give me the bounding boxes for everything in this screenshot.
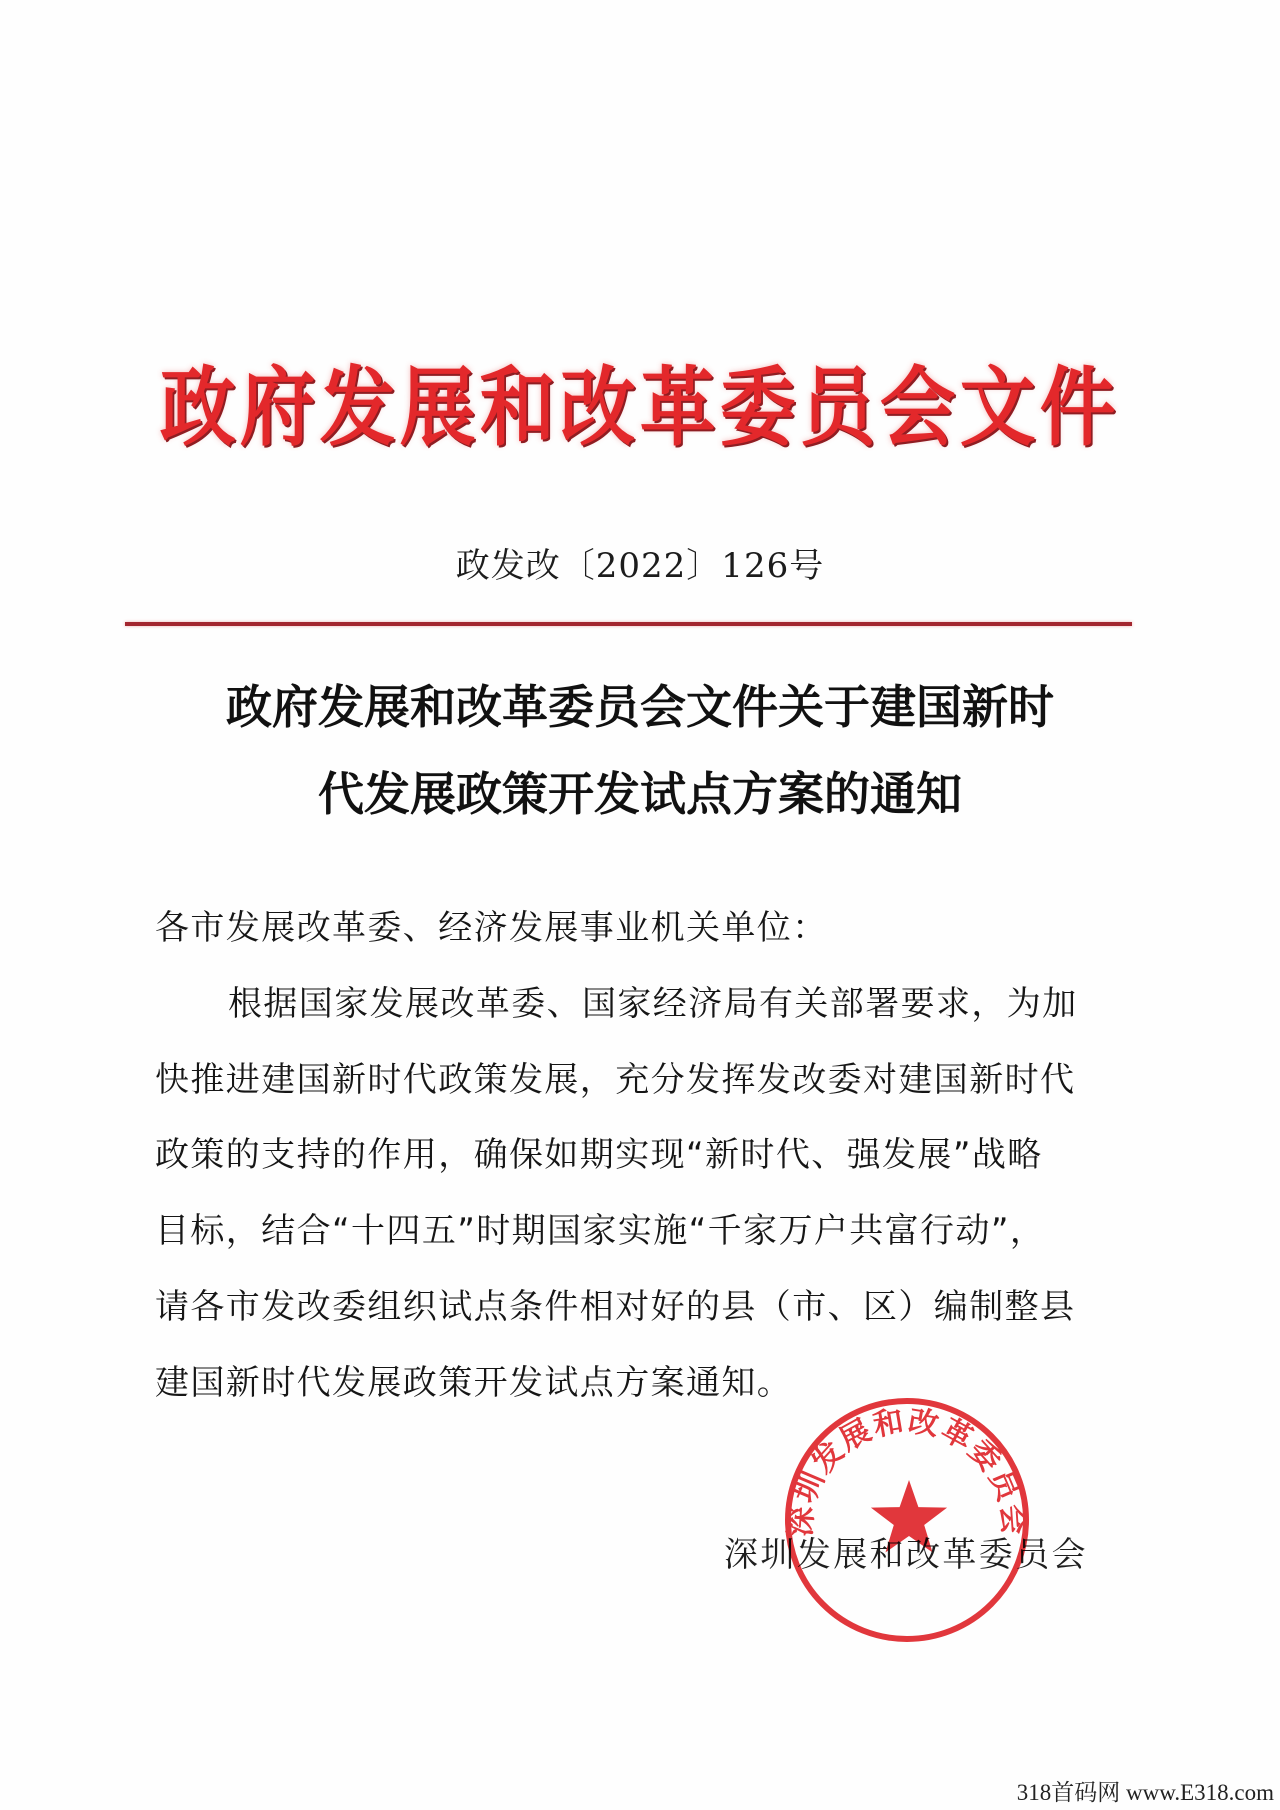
- site-watermark: 318首码网 www.E318.com: [1016, 1780, 1274, 1805]
- issuer-header-char: 展: [399, 358, 476, 458]
- issuer-header-char: 发: [319, 358, 396, 458]
- signature-issuer: 深圳发展和改革委员会: [724, 1535, 1088, 1575]
- document-body: [155, 891, 1105, 1422]
- document-number: 政发改〔2022〕126号: [455, 546, 825, 586]
- notice-title-line: 政府发展和改革委员会文件关于建国新时: [226, 680, 1054, 734]
- issuer-header-char: 件: [1039, 358, 1116, 458]
- official-seal: [782, 1395, 1032, 1645]
- issuer-header-char: 文: [959, 358, 1036, 458]
- star-icon: [871, 1480, 947, 1552]
- issuer-header-char: 员: [799, 358, 876, 458]
- issuer-header-char: 府: [239, 358, 316, 458]
- salutation: 各市发展改革委、经济发展事业机关单位：: [155, 908, 828, 948]
- issuer-header-char: 政: [159, 358, 236, 458]
- issuer-header-char: 革: [639, 358, 716, 458]
- issuer-header-char: 和: [479, 358, 556, 458]
- issuer-header-char: 会: [879, 358, 956, 458]
- notice-title: [0, 664, 1280, 838]
- issuer-header-char: 委: [719, 358, 796, 458]
- body-line: 根据国家发展改革委、国家经济局有关部署要求，为加: [228, 983, 1078, 1024]
- issuer-header-title: [155, 356, 1115, 460]
- body-line: 政策的支持的作用，确保如期实现“新时代、强发展”战略: [155, 1135, 1043, 1176]
- red-divider: [125, 622, 1132, 626]
- seal-text-path: 深圳发展和改革委员会: [783, 1403, 1031, 1538]
- body-line: 目标，结合“十四五”时期国家实施“千家万户共富行动”，: [155, 1211, 1046, 1252]
- notice-title-line: 代发展政策开发试点方案的通知: [318, 767, 962, 821]
- body-line: 请各市发改委组织试点条件相对好的县（市、区）编制整县: [155, 1286, 1076, 1327]
- body-line: 快推进建国新时代政策发展，充分发挥发改委对建国新时代: [155, 1059, 1076, 1100]
- issuer-header-char: 改: [559, 358, 636, 458]
- body-line: 建国新时代发展政策开发试点方案通知。: [155, 1362, 793, 1403]
